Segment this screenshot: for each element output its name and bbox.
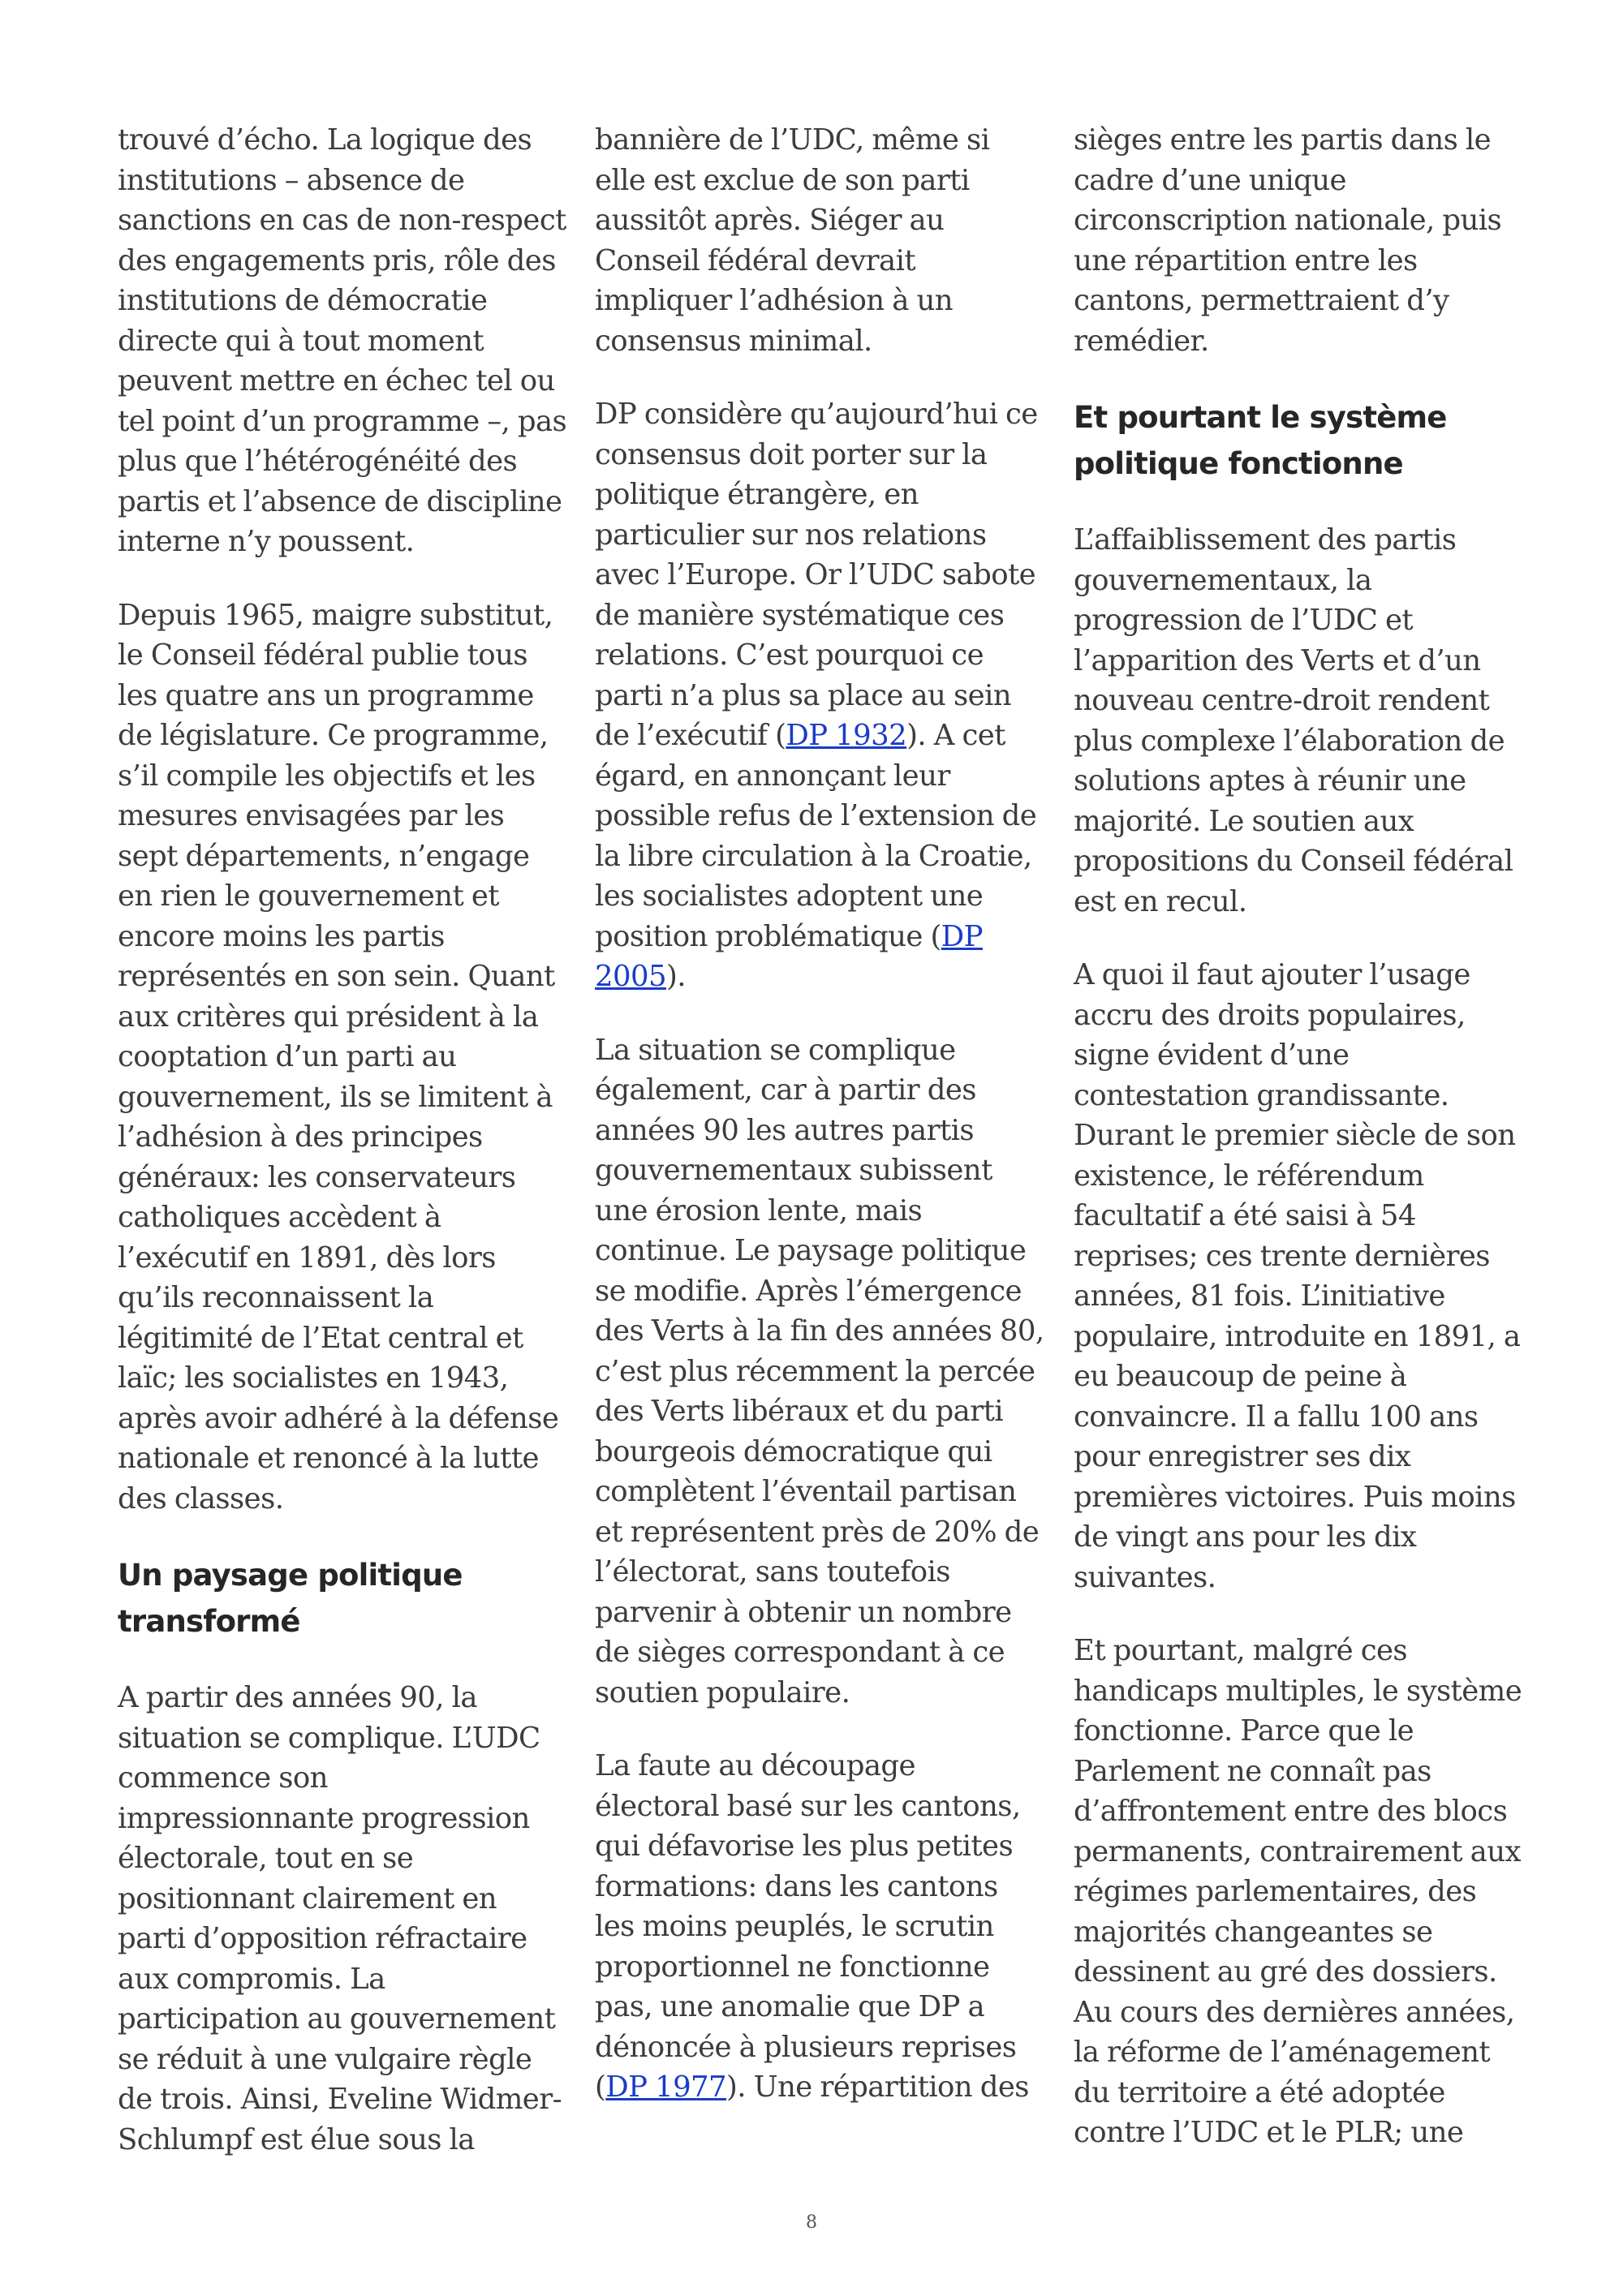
paragraph: A partir des années 90, la situation se complique. L’UDC commence son impressionnante progression électorale, tout en se positionnant clairement en parti d’opposition réfractaire aux compromis. La participation au gouvernement se réduit à une vulgaire règle de trois. Ainsi, Eveline Widmer-Schlumpf est élue sous la (118, 1681, 562, 2156)
paragraph-text: ). Une répartition des (726, 2070, 1029, 2104)
reference-link-dp-1932[interactable]: DP 1932 (786, 719, 907, 752)
section-heading: Et pourtant le système politique fonctionne (1074, 400, 1447, 481)
paragraph: La situation se complique également, car à partir des années 90 les autres partis gouvernementaux subissent une érosion lente, mais continue. Le paysage politique se modifie. Après l’émergence des Verts à la fin des années 80, c’est plus récemment la percée des Verts libéraux et du parti bourgeois démocratique qui complètent l’éventail partisan et représentent près de 20% de l’électorat, sans toutefois parvenir à obtenir un nombre de sièges correspondant à ce soutien populaire. (595, 1033, 1044, 1709)
text-column-1 (118, 120, 568, 2160)
text-column-3 (1074, 120, 1524, 2153)
paragraph: bannière de l’UDC, même si elle est exclue de son parti aussitôt après. Siéger au Conseil fédéral devrait impliquer l’adhésion à un consensus minimal. (595, 123, 990, 358)
page-number: 8 (806, 2212, 817, 2233)
paragraph-text: ). (665, 960, 686, 993)
section-heading: Un paysage politique transformé (118, 1558, 463, 1639)
paragraph: Et pourtant, malgré ces handicaps multiples, le système fonctionne. Parce que le Parlement ne connaît pas d’affrontement entre des blocs permanents, contrairement aux régimes parlementaires, des majorités changeantes se dessinent au gré des dossiers. Au cours des dernières années, la réforme de l’aménagement du territoire a été adoptée contre l’UDC et le PLR; une (1074, 1634, 1522, 2149)
reference-link-dp-1977[interactable]: DP 1977 (605, 2070, 727, 2104)
paragraph-with-links (595, 1746, 1045, 2108)
paragraph: Depuis 1965, maigre substitut, le Conseil fédéral publie tous les quatre ans un programme de législature. Ce programme, s’il compile les objectifs et les mesures envisagées par les sept départements, n’engage en rien le gouvernement et encore moins les partis représentés en son sein. Quant aux critères qui président à la cooptation d’un parti au gouvernement, ils se limitent à l’adhésion à des principes généraux: les conservateurs catholiques accèdent à l’exécutif en 1891, dès lors qu’ils reconnaissent la légitimité de l’Etat central et laïc; les socialistes en 1943, après avoir adhéré à la défense nationale et renoncé à la lutte des classes. (118, 598, 559, 1516)
paragraph-text: DP considère qu’aujourd’hui ce consensus doit porter sur la politique étrangère, en particulier sur nos relations avec l’Europe. Or l’UDC sabote de manière systématique ces relations. C’est pourquoi ce parti n’a plus sa place au sein de l’exécutif ( (595, 398, 1038, 752)
paragraph: sièges entre les partis dans le cadre d’une unique circonscription nationale, puis une répartition entre les cantons, permettraient d’y remédier. (1074, 123, 1502, 358)
paragraph: L’affaiblissement des partis gouvernementaux, la progression de l’UDC et l’apparition des Verts et d’un nouveau centre-droit rendent plus complexe l’élaboration de solutions aptes à réunir une majorité. Le soutien aux propositions du Conseil fédéral est en recul. (1074, 523, 1513, 918)
paragraph: trouvé d’écho. La logique des institutions – absence de sanctions en cas de non-respect des engagements pris, rôle des institutions de démocratie directe qui à tout moment peuvent mettre en échec tel ou tel point d’un programme –, pas plus que l’hétérogénéité des partis et l’absence de discipline interne n’y poussent. (118, 123, 567, 558)
paragraph: A quoi il faut ajouter l’usage accru des droits populaires, signe évident d’une contestation grandissante. Durant le premier siècle de son existence, le référendum facultatif a été saisi à 54 reprises; ces trente dernières années, 81 fois. L’initiative populaire, introduite en 1891, a eu beaucoup de peine à convaincre. Il a fallu 100 ans pour enregistrer ses dix premières victoires. Puis moins de vingt ans pour les dix suivantes. (1074, 958, 1521, 1594)
paragraph-text: La faute au découpage électoral basé sur les cantons, qui défavorise les plus petites formations: dans les cantons les moins peuplés, le scrutin proportionnel ne fonctionne pas, une anomalie que DP a dénoncée à plusieurs reprises ( (595, 1749, 1021, 2104)
reference-link-dp-2005[interactable]: DP 2005 (595, 919, 983, 993)
paragraph-text: ). A cet égard, en annonçant leur possible refus de l’extension de la libre circulation à la Croatie, les socialistes adoptent une position problématique ( (595, 719, 1037, 953)
paragraph-with-links (595, 394, 1045, 997)
text-column-2 (595, 120, 1045, 2108)
